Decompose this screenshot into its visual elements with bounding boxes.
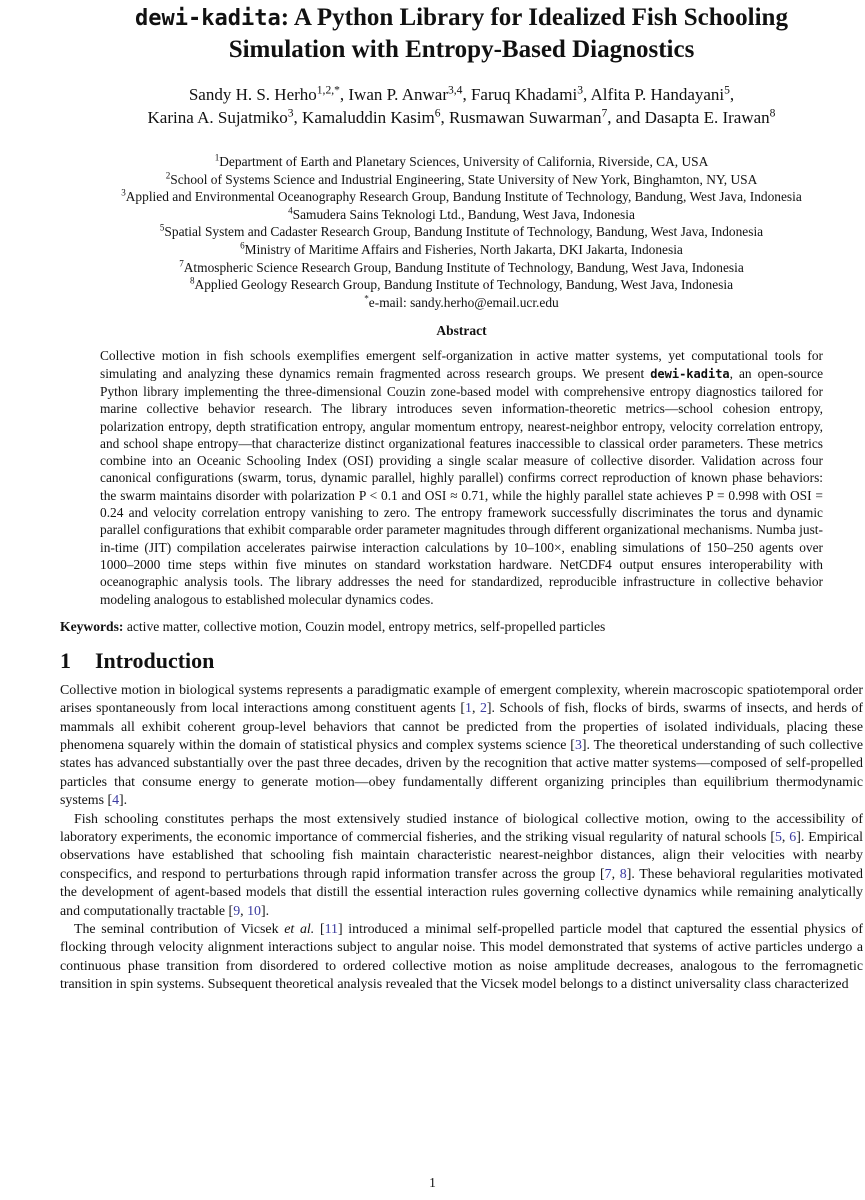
affiliation-list (60, 153, 863, 311)
introduction-body (60, 682, 863, 995)
paragraph-1: Collective motion in biological systems represents a paradigmatic example of emergent complexity, wherein macroscopic spatiotemporal order arises spontaneously from local interactions among constituent agents [1, 2]. Schools of fish, flocks of birds, swarms of insects, and herds of mammals all exhibit coherent group-level behaviors that cannot be predicted from the properties of isolated individuals, placing these phenomena squarely within the domain of statistical physics and complex systems science [3]. The theoretical understanding of such collective states has advanced substantially over the past three decades, driven by the recognition that active matter systems—composed of self-propelled particles that consume energy to generate motion—obey fundamentally different organizing principles than equilibrium thermodynamic systems [4]. (60, 682, 863, 809)
author-name: Dasapta E. Irawan (644, 108, 770, 127)
affiliation-text: Applied and Environmental Oceanography Research Group, Bandung Institute of Technology, Bandung, West Java, Indonesia (125, 189, 802, 205)
affiliation-text: Department of Earth and Planetary Sciences, University of California, Riverside, CA, USA (219, 154, 709, 169)
abstract-part-2: , an open-source Python library implementing the three-dimensional Couzin zone-based model with comprehensive entropy diagnostics tailored for marine collective behavior research. The library introduces seven information-theoretic metrics—school cohesion entropy, polarization entropy, depth stratification entropy, angular momentum entropy, nearest-neighbor entropy, velocity correlation entropy, and school shape entropy—that characterize distinct organizational features inaccessible to classical order parameters. These metrics combine into an Oceanic Schooling Index (OSI) providing a single scalar measure of collective disorder. Validation across four canonical configurations (swarm, torus, dynamic parallel, highly parallel) confirms correct reproduction of known phase behaviors: the swarm maintains disorder with polarization P < 0.1 and OSI ≈ 0.71, while the highly parallel state achieves P = 0.998 with OSI = 0.24 and velocity correlation entropy vanishing to zero. The entropy framework successfully discriminates the torus and dynamic parallel configurations that exhibit comparable order parameter magnitudes through different organizational mechanisms. Numba just-in-time (JIT) compilation accelerates pairwise interaction calculations by 10–100×, enabling simulations of 150–250 agents over 1000–2000 time steps within five minutes on standard workstation hardware. NetCDF4 output ensures interoperability with oceanographic analysis tools. The library addresses the need for standardized, reproducible infrastructure in collective behavior modeling analogous to established molecular dynamics codes. (100, 365, 824, 607)
author-list (60, 83, 863, 129)
affiliation-text: Samudera Sains Teknologi Ltd., Bandung, West Java, Indonesia (292, 206, 635, 222)
text-run-italic: et al. (284, 922, 315, 938)
section-number: 1 (60, 647, 71, 673)
citation-link[interactable]: 5 (774, 830, 782, 846)
author-name: Faruq Khadami (470, 85, 578, 104)
text-run: ]. The theoretical understanding of such collective states has advanced substantially over the past three decades, driven by the recognition that active matter systems—composed of self-propelled particles that consume energy to generate motion—obey fundamentally different organizing principles than equilibrium thermodynamic systems [ (60, 738, 863, 809)
author-separator: , (440, 108, 449, 127)
author-affiliation-marker: 1,2,* (316, 83, 340, 97)
author-name: Alfita P. Handayani (590, 85, 725, 104)
citation-link[interactable]: 6 (789, 830, 797, 846)
citation-link[interactable]: 3 (574, 738, 582, 754)
text-run: Fish schooling constitutes perhaps the most extensively studied instance of biological collective motion, owing to the accessibility of laboratory experiments, the economic importance of commercial fisheries, and the striking visual regularity of natural schools [ (60, 811, 863, 846)
keywords-label: Keywords: (60, 618, 124, 634)
author-name: Kamaluddin Kasim (302, 108, 435, 127)
citation-link[interactable]: 10 (247, 903, 261, 919)
paper-title (60, 0, 863, 65)
affiliation-item (60, 206, 863, 224)
affiliation-marker: 3 (121, 187, 126, 198)
author-affiliation-marker: 3,4 (448, 83, 463, 97)
section-heading (60, 648, 863, 674)
affiliation-marker: * (364, 293, 369, 304)
citation-link[interactable]: 11 (324, 922, 338, 938)
author-separator: , (582, 85, 591, 104)
author-name: Karina A. Sujatmiko (147, 108, 288, 127)
affiliation-item (60, 259, 863, 277)
paragraph-3 (60, 921, 863, 995)
affiliation-text: e-mail: sandy.herho@email.ucr.edu (368, 294, 559, 310)
author-separator: , (339, 85, 349, 104)
citation-link[interactable]: 1 (465, 701, 472, 717)
author-affiliation-marker: 5 (724, 83, 730, 97)
citation-link[interactable]: 9 (233, 903, 241, 919)
author-affiliation-marker: 3 (287, 106, 294, 120)
affiliation-text: Applied Geology Research Group, Bandung Institute of Technology, Bandung, West Java, Indonesia (194, 277, 734, 293)
affiliation-marker: 6 (240, 240, 245, 251)
text-run: Collective motion in biological systems represents a paradigmatic example of emergent complexity, wherein macroscopic spatiotemporal order arises spontaneously from local interactions among constituent agents [ (60, 682, 863, 717)
text-run: ]. Schools of fish, flocks of birds, swarms of insects, and herds of mammals all exhibit coherent group-level behaviors that cannot be predicted from the properties of isolated individuals, placing these phenomena squarely within the domain of statistical physics and complex systems science [ (60, 701, 863, 754)
affiliation-item (60, 171, 863, 189)
affiliation-item (60, 241, 863, 259)
affiliation-item (60, 276, 863, 294)
author-separator: , (729, 85, 735, 104)
abstract-text (100, 347, 823, 607)
title-package-name: dewi-kadita (135, 6, 281, 31)
affiliation-text: Ministry of Maritime Affairs and Fisheries, North Jakarta, DKI Jakarta, Indonesia (244, 241, 683, 257)
abstract-part-1: Collective motion in fish schools exemplifies emergent self-organization in active matter systems, yet computational tools for simulating and analyzing these dynamics remain fragmented across research groups. We present (100, 348, 823, 381)
affiliation-marker: 2 (165, 170, 171, 181)
keywords-text: active matter, collective motion, Couzin model, entropy metrics, self-propelled particles (123, 618, 606, 634)
affiliation-item (60, 153, 863, 171)
text-run: ]. Empirical observations have established that schooling fish maintain characteristic nearest-neighbor distances, align their velocities with nearby conspecifics, and respond to perturbations through rapid information transfer across the group [ (60, 830, 863, 882)
affiliation-marker: 5 (159, 222, 165, 233)
affiliation-item (60, 188, 863, 206)
text-run: The seminal contribution of Vicsek (74, 922, 285, 938)
affiliation-text: School of Systems Science and Industrial Engineering, State University of New York, Binghamton, NY, USA (170, 171, 758, 187)
text-run: ]. These behavioral regularities motivated the development of agent-based models that distill the essential interaction rules governing collective dynamics while remaining analytically and computationally tractable [ (60, 866, 863, 919)
text-run: ] introduced a minimal self-propelled particle model that captured the essential physics of flocking through velocity alignment interactions subject to angular noise. This model demonstrated that systems of active particles undergo a continuous phase transition from disordered to ordered collective motion as noise amplitude decreases, analogous to the ferromagnetic transition in spin systems. Subsequent theoretical analysis revealed that the Vicsek model belongs to a distinct universality class characterized (60, 922, 863, 993)
text-run: ]. (119, 793, 128, 809)
author-name: Iwan P. Anwar (348, 85, 449, 104)
author-name: Sandy H. S. Herho (188, 85, 317, 104)
title-line2: Simulation with Entropy-Based Diagnostics (228, 36, 695, 63)
text-run: [ (314, 922, 325, 938)
affiliation-marker: 8 (189, 275, 195, 286)
abstract-package-name: dewi-kadita (650, 366, 730, 381)
author-separator: , and (607, 108, 645, 127)
affiliation-text: Spatial System and Cadaster Research Group, Bandung Institute of Technology, Bandung, West Java, Indonesia (164, 224, 764, 240)
citation-link[interactable]: 4 (112, 793, 120, 809)
affiliation-marker: 7 (179, 258, 184, 269)
citation-link[interactable]: 7 (604, 866, 612, 882)
affiliation-marker: 4 (288, 205, 293, 216)
paragraph-2: Fish schooling constitutes perhaps the most extensively studied instance of biological collective motion, owing to the accessibility of laboratory experiments, the economic importance of commercial fisheries, and the striking visual regularity of natural schools [5, 6]. Empirical observations have established that schooling fish maintain characteristic nearest-neighbor distances, align their velocities with nearby conspecifics, and respond to perturbations through rapid information transfer across the group [7, 8]. These behavioral regularities motivated the development of agent-based models that distill the essential interaction rules governing collective dynamics while remaining analytically and computationally tractable [9, 10]. (60, 811, 863, 919)
text-run: ]. (260, 903, 270, 919)
title-line1-rest: : A Python Library for Idealized Fish Schooling (280, 4, 788, 31)
author-affiliation-marker: 3 (577, 83, 583, 97)
author-affiliation-marker: 6 (434, 106, 441, 120)
keywords (60, 618, 863, 636)
page-number: 1 (429, 1175, 436, 1190)
abstract-heading: Abstract (436, 323, 487, 339)
section-title: Introduction (95, 647, 215, 673)
affiliation-item (60, 294, 863, 312)
affiliation-text: Atmospheric Science Research Group, Bandung Institute of Technology, Bandung, West Java, Indonesia (183, 259, 744, 275)
author-name: Rusmawan Suwarman (449, 108, 602, 127)
arxiv-sidebar (0, 0, 50, 1200)
paper-page (60, 0, 863, 995)
author-separator: , (462, 85, 471, 104)
author-separator: , (293, 108, 303, 127)
author-affiliation-marker: 7 (601, 106, 608, 120)
author-line-2 (60, 106, 863, 129)
citation-link[interactable]: 2 (479, 701, 487, 717)
author-affiliation-marker: 8 (769, 106, 776, 120)
affiliation-item (60, 223, 863, 241)
author-line-1 (60, 83, 863, 106)
affiliation-marker: 1 (214, 152, 220, 163)
citation-link[interactable]: 8 (619, 866, 627, 882)
